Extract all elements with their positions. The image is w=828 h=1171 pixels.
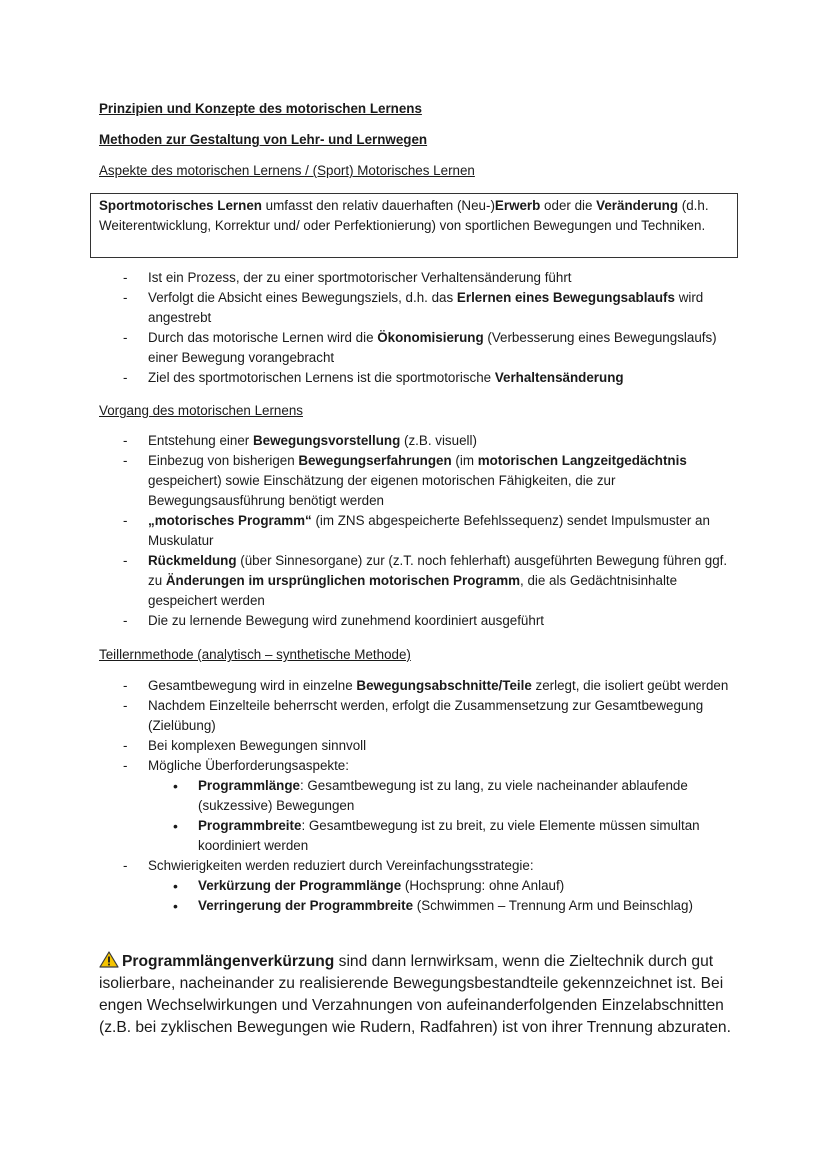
heading-teillernmethode: Teillernmethode (analytisch – synthetische Methode) <box>99 647 411 662</box>
item-bold: Bewegungsabschnitte/Teile <box>356 678 532 693</box>
dot-bullet: • <box>173 818 178 834</box>
item-text: Bei komplexen Bewegungen sinnvoll <box>148 738 367 753</box>
list-item <box>120 431 740 451</box>
item-bold: Verhaltensänderung <box>494 370 624 385</box>
dash-bullet: - <box>123 698 128 713</box>
item-text: Mögliche Überforderungsaspekte: <box>148 758 349 773</box>
item-bold: „motorisches Programm“ <box>148 513 312 528</box>
dash-bullet: - <box>123 270 128 285</box>
dash-bullet: - <box>123 433 128 448</box>
aspects-list <box>120 268 740 388</box>
dash-bullet: - <box>123 453 128 468</box>
definition-veraenderung: Veränderung <box>596 198 679 213</box>
list-item <box>120 368 740 388</box>
list-item <box>170 776 740 816</box>
dash-bullet: - <box>123 613 128 628</box>
overload-list <box>170 776 740 856</box>
item-bold: Bewegungsvorstellung <box>252 433 401 448</box>
definition-text: oder die <box>540 198 597 213</box>
dash-bullet: - <box>123 678 128 693</box>
warning-note <box>99 951 739 1039</box>
heading-methods: Methoden zur Gestaltung von Lehr- und Lernwegen <box>99 132 428 147</box>
item-bold: Bewegungserfahrungen <box>298 453 452 468</box>
item-bold: Programmbreite <box>198 818 302 833</box>
list-item <box>170 816 740 856</box>
item-text: Einbezug von bisherigen <box>148 453 299 468</box>
item-bold: Erlernen eines Bewegungsablaufs <box>456 290 675 305</box>
item-text: (z.B. visuell) <box>400 433 477 448</box>
heading-vorgang: Vorgang des motorischen Lernens <box>99 403 303 418</box>
definition-erwerb: Erwerb <box>494 198 541 213</box>
list-item <box>120 328 740 368</box>
heading-aspects: Aspekte des motorischen Lernens / (Sport) Motorisches Lernen <box>99 163 475 178</box>
list-item <box>170 876 740 896</box>
list-item <box>120 268 740 288</box>
dot-bullet: • <box>173 778 178 794</box>
item-text: Durch das motorische Lernen wird die <box>148 330 378 345</box>
item-text: Ist ein Prozess, der zu einer sportmotorischer Verhaltensänderung führt <box>148 270 572 285</box>
item-text: Die zu lernende Bewegung wird zunehmend koordiniert ausgeführt <box>148 613 545 628</box>
item-text: Schwierigkeiten werden reduziert durch Vereinfachungsstrategie: <box>148 858 534 873</box>
dash-bullet: - <box>123 370 128 385</box>
item-bold: motorischen Langzeitgedächtnis <box>477 453 687 468</box>
dash-bullet: - <box>123 858 128 873</box>
item-text: (im <box>451 453 478 468</box>
item-text: Entstehung einer <box>148 433 253 448</box>
item-bold: Programmlänge <box>198 778 300 793</box>
note-text: sind dann lernwirksam, wenn die Zieltechnik durch gut isolierbare, nacheinander zu realisierende Bewegungsbestandteile gekennzeichnet ist. Bei engen Wechselwirkungen und Verzahnungen von aufeinanderfolgenden Einzelabschnitten (z.B. bei zyklischen Bewegungen wie Rudern, Radfahren) ist von ihrer Trennung abzuraten. <box>99 953 731 1036</box>
item-text: (Hochsprung: ohne Anlauf) <box>401 878 565 893</box>
item-text: , die als Gedächtnisinhalte gespeichert werden <box>148 573 678 608</box>
item-text: wird angestrebt <box>148 290 704 325</box>
list-item <box>120 736 740 756</box>
list-item <box>120 511 740 551</box>
dot-bullet: • <box>173 898 178 914</box>
dash-bullet: - <box>123 330 128 345</box>
item-text: (im ZNS abgespeicherte Befehlssequenz) sendet Impulsmuster an Muskulatur <box>148 513 710 548</box>
item-text: gespeichert) sowie Einschätzung der eigenen motorischen Fähigkeiten, die zur Bewegungsausführung benötigt werden <box>148 473 616 508</box>
warning-icon <box>99 951 119 968</box>
list-item <box>120 451 740 511</box>
item-text: : Gesamtbewegung ist zu breit, zu viele Elemente müssen simultan koordiniert werden <box>198 818 700 853</box>
item-bold: Änderungen im ursprünglichen motorischen Programm <box>165 573 521 588</box>
heading-principles: Prinzipien und Konzepte des motorischen Lernens <box>99 101 422 116</box>
note-bold: Programmlängenverkürzung <box>122 953 335 970</box>
item-text: Gesamtbewegung wird in einzelne <box>148 678 357 693</box>
definition-term: Sportmotorisches Lernen <box>99 198 262 213</box>
definition-box <box>90 193 738 258</box>
list-item <box>120 551 740 611</box>
list-item <box>170 896 740 916</box>
list-item <box>120 756 740 856</box>
item-text: (Schwimmen – Trennung Arm und Beinschlag) <box>413 898 693 913</box>
list-item <box>120 611 740 631</box>
definition-text: umfasst den relativ dauerhaften (Neu-) <box>261 198 495 213</box>
item-text: Nachdem Einzelteile beherrscht werden, erfolgt die Zusammensetzung zur Gesamtbewegung (Zielübung) <box>148 698 704 733</box>
dash-bullet: - <box>123 553 128 568</box>
dash-bullet: - <box>123 290 128 305</box>
vorgang-list <box>120 431 740 631</box>
list-item <box>120 676 740 696</box>
dot-bullet: • <box>173 878 178 894</box>
teillern-list <box>120 676 740 916</box>
item-text: (über Sinnesorgane) zur (z.T. noch fehlerhaft) ausgeführten Bewegung führen ggf. zu <box>148 553 728 588</box>
dash-bullet: - <box>123 738 128 753</box>
item-bold: Verringerung der Programmbreite <box>198 898 414 913</box>
item-text: : Gesamtbewegung ist zu lang, zu viele nacheinander ablaufende (sukzessive) Bewegungen <box>198 778 688 813</box>
item-text: (Verbesserung eines Bewegungslaufs) einer Bewegung vorangebracht <box>148 330 717 365</box>
item-bold: Verkürzung der Programmlänge <box>198 878 402 893</box>
dash-bullet: - <box>123 758 128 773</box>
item-bold: Rückmeldung <box>148 553 237 568</box>
list-item <box>120 288 740 328</box>
strategy-list <box>170 876 740 916</box>
item-text: Ziel des sportmotorischen Lernens ist die sportmotorische <box>148 370 495 385</box>
item-text: zerlegt, die isoliert geübt werden <box>531 678 729 693</box>
item-text: Verfolgt die Absicht eines Bewegungsziels, d.h. das <box>148 290 457 305</box>
list-item <box>120 856 740 916</box>
definition-text: (d.h. Weiterentwicklung, Korrektur und/ oder Perfektionierung) von sportlichen Bewegungen und Techniken. <box>99 198 709 233</box>
item-bold: Ökonomisierung <box>377 330 484 345</box>
dash-bullet: - <box>123 513 128 528</box>
list-item <box>120 696 740 736</box>
